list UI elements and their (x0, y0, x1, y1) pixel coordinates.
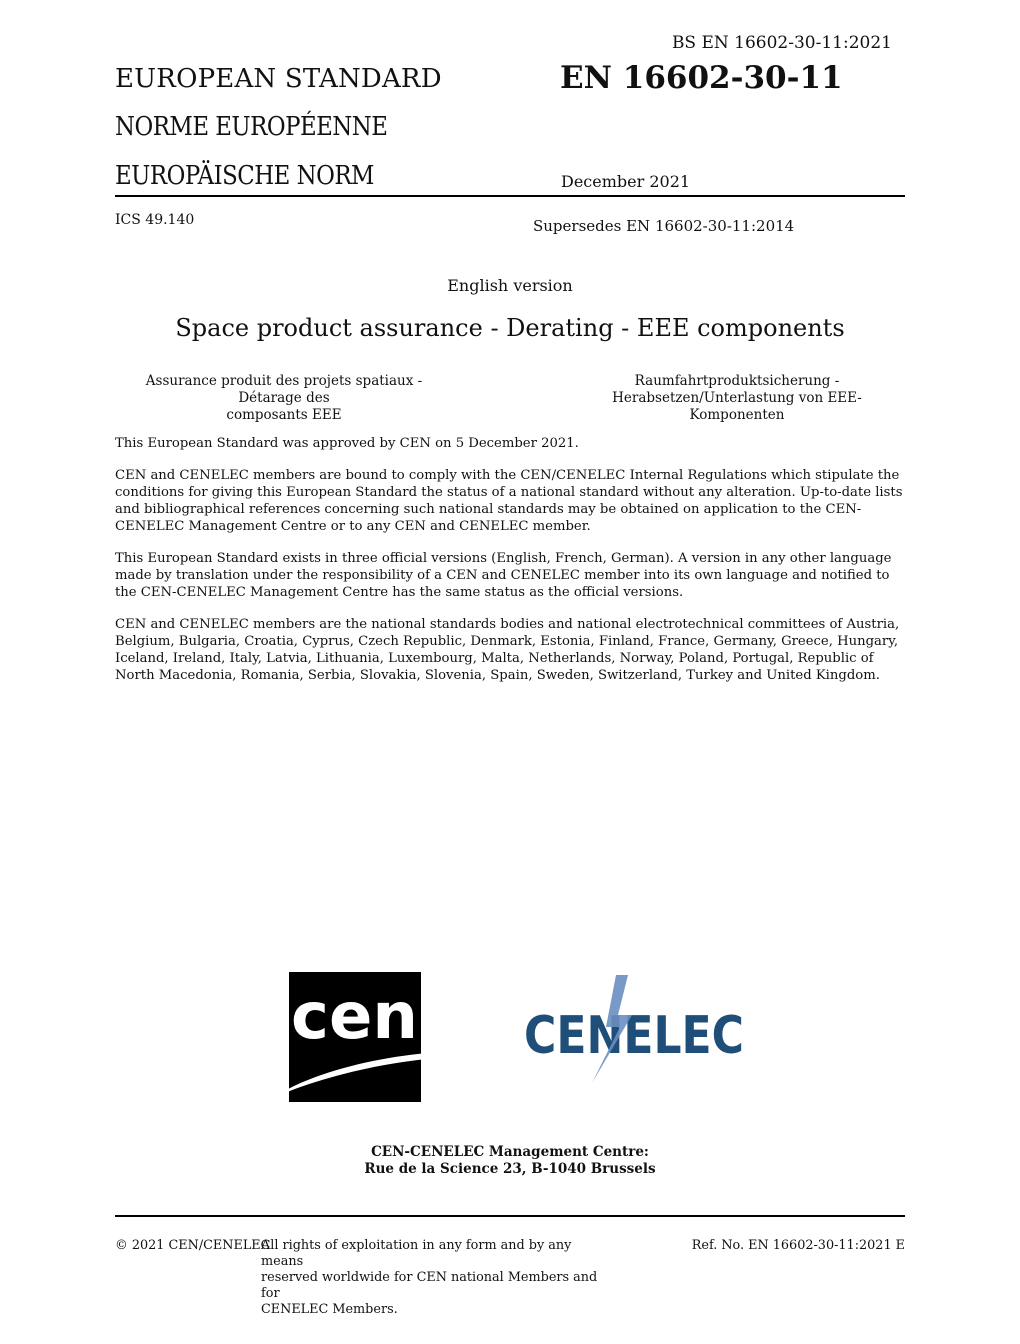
ics-code: ICS 49.140 (115, 212, 195, 228)
french-title (115, 373, 453, 424)
cen-logo-text: cen (291, 980, 418, 1054)
footer-reference-number: Ref. No. EN 16602-30-11:2021 E (691, 1238, 905, 1253)
management-centre-address (0, 1144, 1020, 1178)
footer-copyright: © 2021 CEN/CENELEC (115, 1238, 271, 1253)
footer-divider (115, 1215, 905, 1217)
footer-rights-line: reserved worldwide for CEN national Members and for (261, 1270, 598, 1301)
standard-name-german: EUROPÄISCHE NORM (115, 161, 374, 191)
language-version: English version (447, 276, 573, 295)
footer-rights (261, 1238, 601, 1318)
en-number-title: EN 16602-30-11 (560, 60, 843, 96)
document-main-title: Space product assurance - Derating - EEE components (175, 314, 845, 342)
management-centre-name: CEN-CENELEC Management Centre: (371, 1144, 649, 1160)
members-paragraph: CEN and CENELEC members are the national standards bodies and national electrotechnical committees of Austria, Belgium, Bulgaria, Croatia, Cyprus, Czech Republic, Denmark, Estonia, Finland, France, Germany, Greece, Hungary, Iceland, Ireland, Italy, Latvia, Lithuania, Luxembourg, Malta, Netherlands, Norway, Poland, Portugal, Republic of North Macedonia, Romania, Serbia, Slovakia, Slovenia, Spain, Sweden, Switzerland, Turkey and United Kingdom. (115, 617, 900, 683)
cenelec-logo (520, 975, 750, 1085)
compliance-paragraph: CEN and CENELEC members are bound to comply with the CEN/CENELEC Internal Regulations which stipulate the conditions for giving this European Standard the status of a national standard without any alteration. Up-to-date lists and bibliographical references concerning such national standards may be obtained on application to the CEN-CENELEC Management Centre or to any CEN and CENELEC member. (115, 468, 903, 534)
publication-date: December 2021 (561, 172, 691, 191)
document-body (115, 435, 915, 699)
approval-paragraph: This European Standard was approved by CEN on 5 December 2021. (115, 436, 579, 451)
footer-rights-line: CENELEC Members. (261, 1302, 398, 1317)
management-centre-street: Rue de la Science 23, B-1040 Brussels (364, 1161, 656, 1177)
french-title-line: Assurance produit des projets spatiaux - Détarage des (145, 373, 423, 406)
versions-paragraph: This European Standard exists in three official versions (English, French, German). A version in any other language made by translation under the responsibility of a CEN and CENELEC member into its own language and notified to the CEN-CENELEC Management Centre has the same status as the official versions. (115, 551, 892, 600)
german-title-line: Herabsetzen/Unterlastung von EEE-Komponenten (612, 390, 862, 423)
supersedes-note: Supersedes EN 16602-30-11:2014 (533, 217, 795, 235)
cenelec-logo-text: CENELEC (524, 1006, 744, 1066)
top-reference: BS EN 16602-30-11:2021 (671, 33, 892, 53)
german-title (572, 373, 902, 424)
footer-rights-line: All rights of exploitation in any form and by any means (261, 1238, 572, 1269)
cen-logo (271, 972, 441, 1102)
standard-name-english: EUROPEAN STANDARD (115, 64, 442, 94)
german-title-line: Raumfahrtproduktsicherung - (634, 373, 840, 389)
header-divider (115, 195, 905, 197)
french-title-line: composants EEE (226, 407, 342, 423)
standard-name-french: NORME EUROPÉENNE (115, 112, 388, 142)
